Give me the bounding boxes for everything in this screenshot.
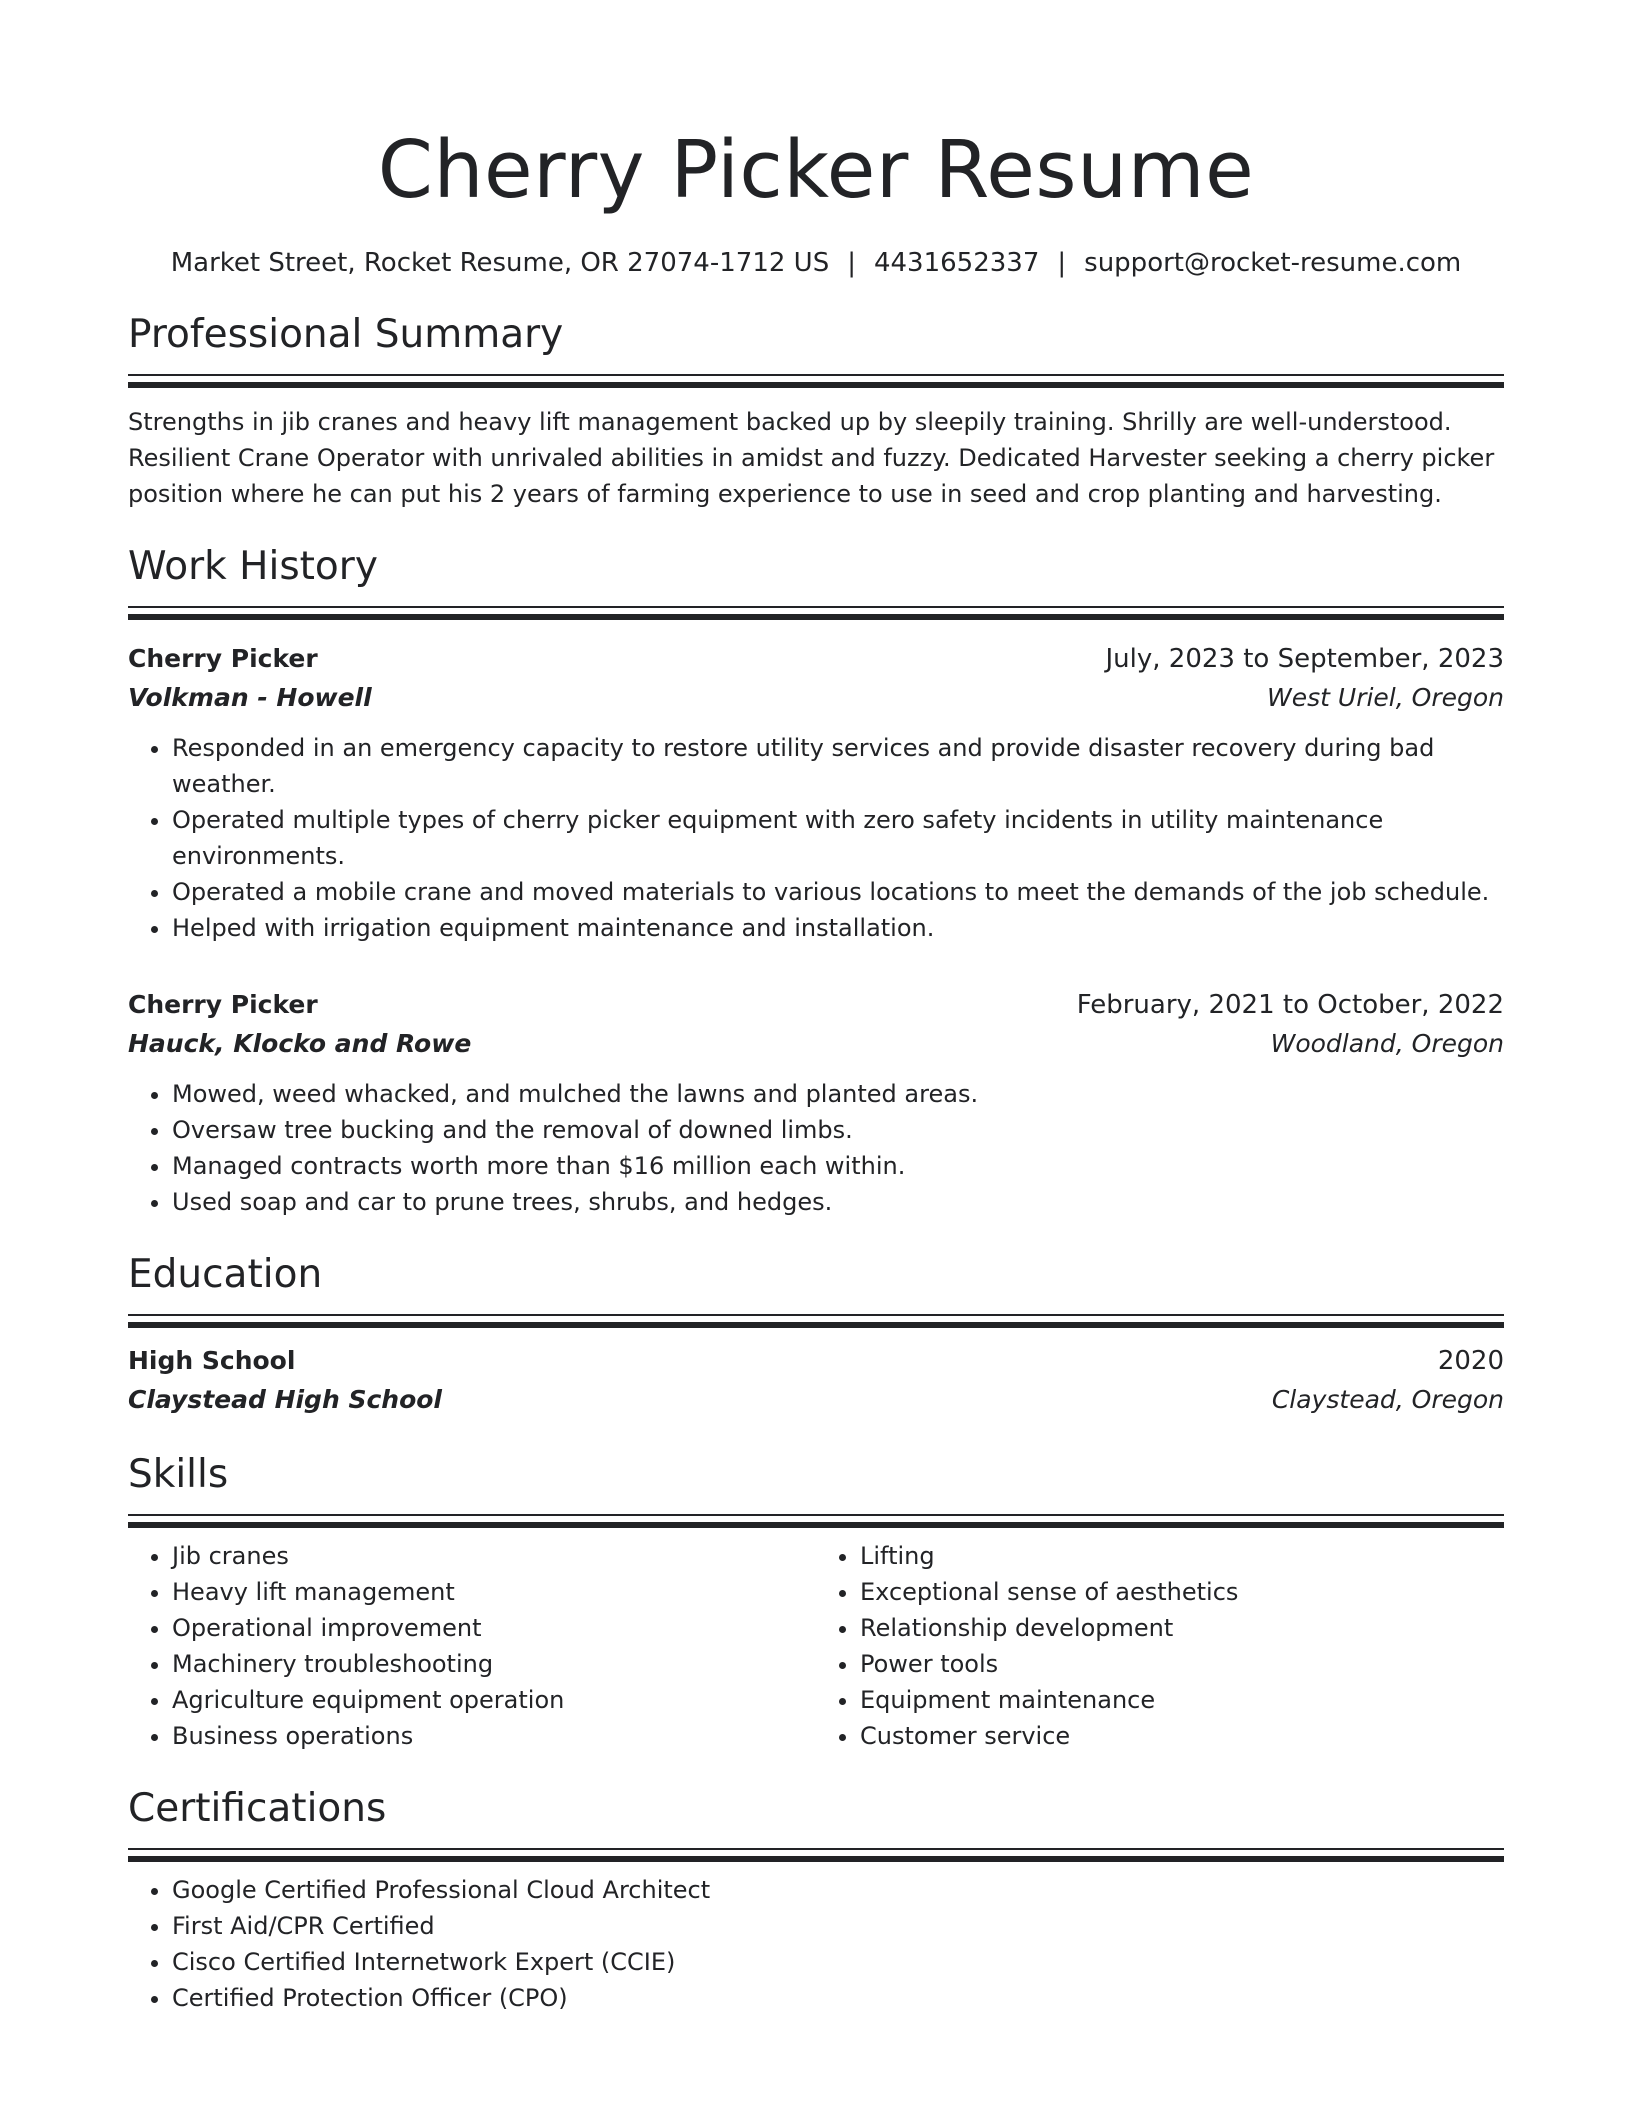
job-dates: February, 2021 to October, 2022 (1076, 990, 1504, 1020)
job-header-row (128, 986, 1504, 1024)
education-header-row (128, 1342, 1504, 1380)
list-item: • Google Certified Professional Cloud Architect (172, 1872, 1504, 1908)
list-item: • Mowed, weed whacked, and mulched the lawns and planted areas. (172, 1076, 1504, 1112)
summary-heading: Professional Summary (128, 312, 564, 357)
list-item: • Responded in an emergency capacity to restore utility services and provide disaster recovery during bad weather. (172, 730, 1504, 802)
list-item: • Power tools (860, 1646, 1504, 1682)
list-item: • Machinery troubleshooting (172, 1646, 816, 1682)
job-title: Cherry Picker (128, 990, 318, 1019)
education-entry (128, 1342, 1504, 1420)
work-history-section (128, 542, 1504, 1220)
list-item: • Cisco Certified Internetwork Expert (CCIE) (172, 1944, 1504, 1980)
education-school-row (128, 1380, 1504, 1420)
list-item: • Oversaw tree bucking and the removal of downed limbs. (172, 1112, 1504, 1148)
contact-phone: 4431652337 (873, 248, 1040, 278)
job-employer: Hauck, Klocko and Rowe (128, 1029, 472, 1058)
contact-email: support@rocket-resume.com (1084, 248, 1462, 278)
skills-section (128, 1450, 1504, 1754)
work-history-heading: Work History (128, 544, 378, 589)
list-item: • Used soap and car to prune trees, shrubs, and hedges. (172, 1184, 1504, 1220)
job-location: West Uriel, Oregon (1267, 683, 1504, 712)
job-entry (128, 640, 1504, 946)
job-employer-row (128, 678, 1504, 718)
education-section (128, 1250, 1504, 1420)
skills-columns (128, 1538, 1504, 1754)
list-item: • Exceptional sense of aesthetics (860, 1574, 1504, 1610)
list-item: • Operated a mobile crane and moved materials to various locations to meet the demands of the job schedule. (172, 874, 1504, 910)
list-item: • Lifting (860, 1538, 1504, 1574)
list-item: • Jib cranes (172, 1538, 816, 1574)
skills-heading: Skills (128, 1452, 229, 1497)
job-employer-row (128, 1024, 1504, 1064)
list-item: • Relationship development (860, 1610, 1504, 1646)
education-degree: High School (128, 1346, 296, 1375)
section-divider (128, 1848, 1504, 1862)
section-divider (128, 374, 1504, 388)
list-item: • Certified Protection Officer (CPO) (172, 1980, 1504, 2016)
summary-text: Strengths in jib cranes and heavy lift management backed up by sleepily training. Shrilly are well-understood. Resilient Crane Operator with unrivaled abilities in amidst and fuzzy. Dedicated Harvester seeking a cherry picker position where he can put his 2 years of farming experience to use in seed and crop planting and harvesting. (128, 408, 1495, 508)
section-divider (128, 1314, 1504, 1328)
list-item: • Managed contracts worth more than $16 million each within. (172, 1148, 1504, 1184)
job-entry (128, 986, 1504, 1220)
certifications-list (128, 1872, 1504, 2016)
list-item: • First Aid/CPR Certified (172, 1908, 1504, 1944)
certifications-section (128, 1784, 1504, 2016)
list-item: • Customer service (860, 1718, 1504, 1754)
education-location: Claystead, Oregon (1271, 1385, 1504, 1414)
resume-title: Cherry Picker Resume (377, 124, 1255, 216)
section-divider (128, 1514, 1504, 1528)
job-dates: July, 2023 to September, 2023 (1105, 644, 1504, 674)
list-item: • Helped with irrigation equipment maintenance and installation. (172, 910, 1504, 946)
job-duties-list (128, 730, 1504, 946)
list-item: • Operational improvement (172, 1610, 816, 1646)
job-location: Woodland, Oregon (1270, 1029, 1504, 1058)
list-item: • Equipment maintenance (860, 1682, 1504, 1718)
list-item: • Heavy lift management (172, 1574, 816, 1610)
list-item: • Agriculture equipment operation (172, 1682, 816, 1718)
contact-separator: | (1057, 248, 1067, 278)
certifications-heading: Certifications (128, 1786, 387, 1831)
skills-list-right (816, 1538, 1504, 1754)
job-duties-list (128, 1076, 1504, 1220)
skills-list-left (128, 1538, 816, 1754)
summary-section (128, 310, 1504, 512)
education-school: Claystead High School (128, 1385, 443, 1414)
contact-line (128, 246, 1504, 280)
list-item: • Operated multiple types of cherry picker equipment with zero safety incidents in utility maintenance environments. (172, 802, 1504, 874)
education-heading: Education (128, 1252, 323, 1297)
contact-address: Market Street, Rocket Resume, OR 27074-1712 US (170, 248, 830, 278)
job-employer: Volkman - Howell (128, 683, 372, 712)
job-header-row (128, 640, 1504, 678)
contact-separator: | (847, 248, 856, 278)
section-divider (128, 606, 1504, 620)
list-item: • Business operations (172, 1718, 816, 1754)
job-title: Cherry Picker (128, 644, 318, 673)
education-year: 2020 (1437, 1346, 1504, 1376)
